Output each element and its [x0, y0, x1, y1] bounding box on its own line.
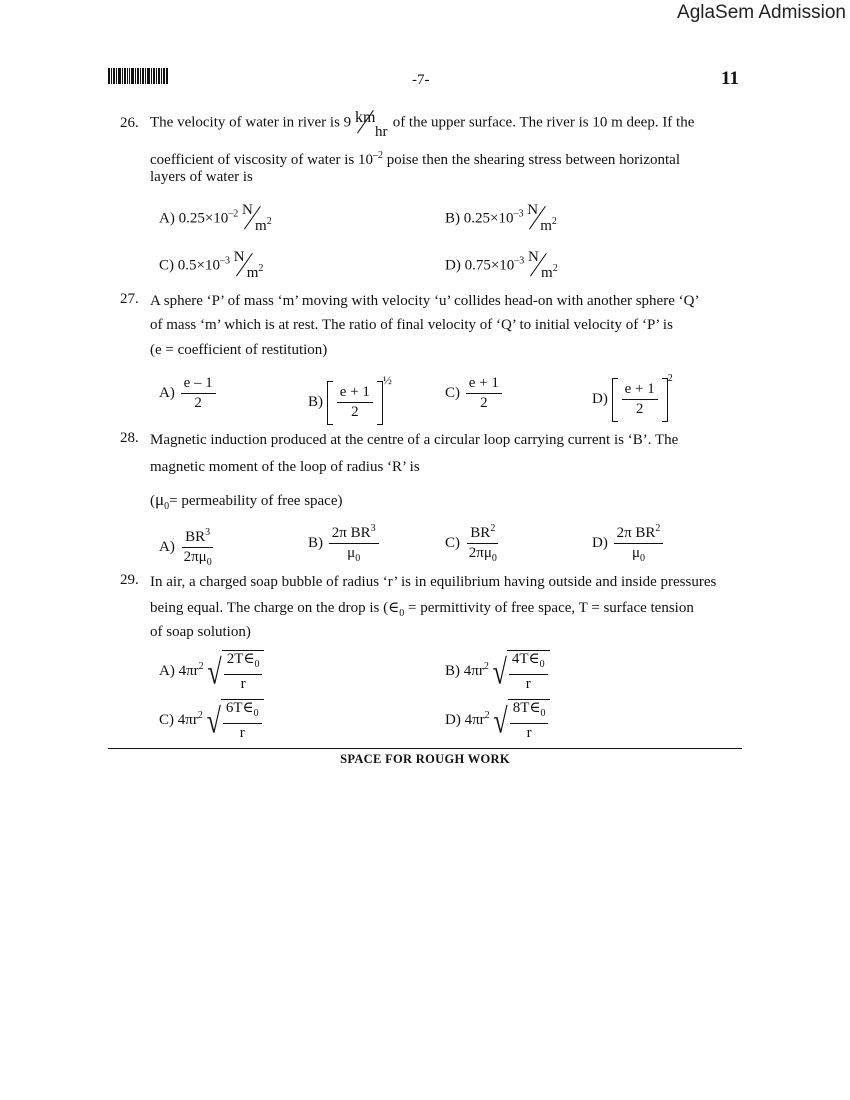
q26-text-a: The velocity of water in river is 9 — [150, 114, 352, 131]
question-26-line-1 — [150, 108, 750, 138]
fraction — [329, 520, 379, 567]
fraction — [181, 524, 215, 571]
option-d[interactable] — [445, 251, 562, 281]
barcode-icon — [108, 68, 168, 84]
option-c[interactable] — [445, 375, 504, 412]
option-unit — [527, 204, 561, 234]
fraction-denominator: $2\pi\mu_0$ — [183, 549, 212, 568]
option-label: D) — [445, 711, 461, 728]
watermark-text: AglaSem Admission — [677, 2, 846, 23]
fraction — [466, 375, 502, 412]
question-29-line-3: of soap solution) — [150, 624, 251, 640]
option-exp: 2 — [484, 709, 490, 721]
q26-line2-rest: poise then the shearing stress between horizontal — [386, 152, 680, 168]
unit-denominator: $m^2$ — [540, 216, 557, 234]
unit-numerator: N — [527, 202, 539, 218]
fraction-denominator: 2 — [480, 395, 488, 411]
option-label: B) — [308, 534, 323, 551]
unit-numerator: km — [354, 109, 376, 126]
unit-numerator: N — [242, 202, 253, 218]
option-c[interactable] — [445, 520, 502, 567]
paper-code: 11 — [721, 68, 739, 89]
question-28-line-1: Magnetic induction produced at the centre of a circular loop carrying current is ‘B’. The — [150, 432, 679, 448]
question-number: 26. — [120, 115, 139, 131]
option-mantissa: 0.75×10 — [464, 257, 515, 274]
option-c[interactable] — [159, 699, 264, 742]
fraction-numerator: $2T\in_0$ — [224, 651, 263, 675]
option-d[interactable] — [592, 520, 665, 567]
unit-numerator: N — [233, 249, 245, 265]
question-number: 29. — [120, 572, 139, 588]
fraction-denominator: $\mu_0$ — [347, 545, 361, 564]
question-28-line-3: ($\mu_0=$ permeability of free space) — [150, 490, 343, 512]
fraction-numerator: $8T\in_0$ — [510, 700, 549, 724]
option-label: B) — [445, 662, 460, 679]
option-a[interactable] — [159, 524, 217, 571]
option-label: A) — [159, 384, 175, 401]
option-label: A) — [159, 210, 175, 227]
option-exp: 2 — [197, 709, 203, 721]
option-mantissa: 0.25×10 — [463, 210, 514, 227]
option-label: D) — [592, 391, 608, 407]
fraction-denominator: $\mu_0$ — [631, 545, 646, 564]
option-label: B) — [445, 210, 460, 227]
option-b[interactable] — [308, 373, 392, 425]
square-root: √ $\frac{4T\in_0}{r}$ — [493, 650, 550, 693]
question-number: 27. — [120, 291, 139, 307]
option-unit — [528, 251, 562, 281]
fraction-numerator: $4T\in_0$ — [509, 651, 548, 675]
unit-numerator: N — [528, 249, 539, 265]
question-number: 28. — [120, 430, 139, 446]
fraction-numerator: $BR^2$ — [467, 520, 498, 544]
option-exp: –3 — [514, 255, 525, 267]
q26-velocity-unit — [355, 108, 389, 138]
fraction-denominator: r — [239, 725, 245, 741]
q26-text-b: of the upper surface. The river is 10 m deep. If the — [392, 114, 695, 131]
q29-line2-text-b: = permittivity of free space, T = surface tension — [407, 600, 694, 616]
question-26-line-3: layers of water is — [150, 169, 253, 185]
divider-line — [108, 748, 742, 749]
option-unit — [242, 204, 276, 234]
option-label: A) — [159, 538, 175, 555]
fraction-denominator: 2 — [351, 404, 359, 421]
bracket-expression — [327, 381, 383, 425]
fraction — [466, 520, 500, 567]
option-label: C) — [445, 534, 460, 551]
option-mantissa: 0.25×10 — [178, 210, 229, 227]
option-b[interactable] — [445, 650, 550, 693]
option-a[interactable] — [159, 375, 218, 412]
unit-denominator: hr — [374, 124, 388, 140]
power-exponent: 2 — [667, 373, 673, 384]
option-coefficient: 4πr — [463, 662, 484, 679]
page-number: -7- — [412, 72, 430, 88]
option-a[interactable] — [159, 650, 264, 693]
option-c[interactable] — [159, 251, 268, 281]
option-unit — [234, 251, 268, 281]
fraction-numerator: $BR^3$ — [182, 524, 213, 548]
bracket-expression — [612, 378, 668, 422]
option-exp: 2 — [483, 660, 489, 672]
fraction-denominator: 2 — [194, 395, 202, 411]
option-coefficient: 4πr — [178, 662, 199, 679]
option-a[interactable] — [159, 204, 276, 234]
option-label: C) — [159, 257, 174, 274]
option-label: B) — [308, 394, 323, 410]
q28-line3-text: = permeability of free space) — [169, 493, 343, 509]
unit-denominator: $m^2$ — [246, 263, 264, 281]
square-root: √ $\frac{2T\in_0}{r}$ — [207, 650, 264, 693]
option-exp: –3 — [219, 255, 230, 267]
fraction — [614, 520, 664, 567]
fraction-denominator: 2 — [635, 401, 644, 418]
subscript: 0 — [399, 608, 405, 619]
unit-denominator: $m^2$ — [255, 216, 272, 234]
fraction-numerator: e + 1 — [337, 384, 373, 403]
q26-line2-text: coefficient of viscosity of water is 10 — [150, 152, 373, 168]
option-label: C) — [159, 711, 174, 728]
question-27-line-1: A sphere ‘P’ of mass ‘m’ moving with velocity ‘u’ collides head-on with another sphere ‘Q’ — [150, 293, 700, 309]
option-coefficient: 4πr — [464, 711, 485, 728]
option-d[interactable] — [445, 699, 550, 742]
fraction — [181, 375, 216, 412]
rough-work-label: SPACE FOR ROUGH WORK — [340, 752, 510, 766]
q29-line2-text-a: being equal. The charge on the drop is (∈ — [150, 600, 400, 616]
mu-symbol: μ — [155, 490, 165, 509]
option-label: D) — [592, 534, 608, 551]
square-root: √ $\frac{8T\in_0}{r}$ — [493, 699, 550, 742]
fraction-denominator: r — [526, 725, 532, 741]
question-28-line-2: magnetic moment of the loop of radius ‘R’ is — [150, 459, 420, 475]
option-d[interactable] — [592, 373, 673, 422]
option-label: D) — [445, 257, 461, 274]
question-29-line-1: In air, a charged soap bubble of radius ‘r’ is in equilibrium having outside and inside pressures — [150, 574, 717, 590]
fraction-numerator: 2π $BR^2$ — [614, 520, 664, 544]
option-exp: –2 — [228, 208, 239, 220]
fraction-numerator: $6T\in_0$ — [223, 700, 262, 724]
option-exp: 2 — [198, 660, 204, 672]
power-exponent: ½ — [382, 373, 392, 387]
option-label: A) — [159, 662, 175, 679]
option-exp: –3 — [513, 208, 524, 220]
option-b[interactable] — [308, 520, 381, 567]
fraction-numerator: 2π $BR^3$ — [329, 520, 379, 544]
fraction-numerator: e + 1 — [622, 381, 658, 400]
q26-line2-exp: –2 — [373, 150, 383, 161]
fraction-denominator: r — [240, 676, 246, 692]
option-mantissa: 0.5×10 — [177, 257, 220, 274]
subscript: 0 — [164, 501, 170, 512]
fraction-denominator: $2\pi\mu_0$ — [468, 545, 497, 564]
option-b[interactable] — [445, 204, 561, 234]
option-coefficient: 4πr — [177, 711, 198, 728]
fraction-numerator: e – 1 — [181, 375, 216, 394]
fraction-numerator: e + 1 — [466, 375, 502, 394]
question-27-line-2: of mass ‘m’ which is at rest. The ratio of final velocity of ‘Q’ to initial velocity of ‘P’ is — [150, 317, 673, 333]
option-label: C) — [445, 384, 460, 401]
question-27-line-3: (e = coefficient of restitution) — [150, 342, 328, 358]
square-root: √ $\frac{6T\in_0}{r}$ — [207, 699, 264, 742]
fraction-denominator: r — [525, 676, 531, 692]
unit-denominator: $m^2$ — [541, 263, 558, 281]
